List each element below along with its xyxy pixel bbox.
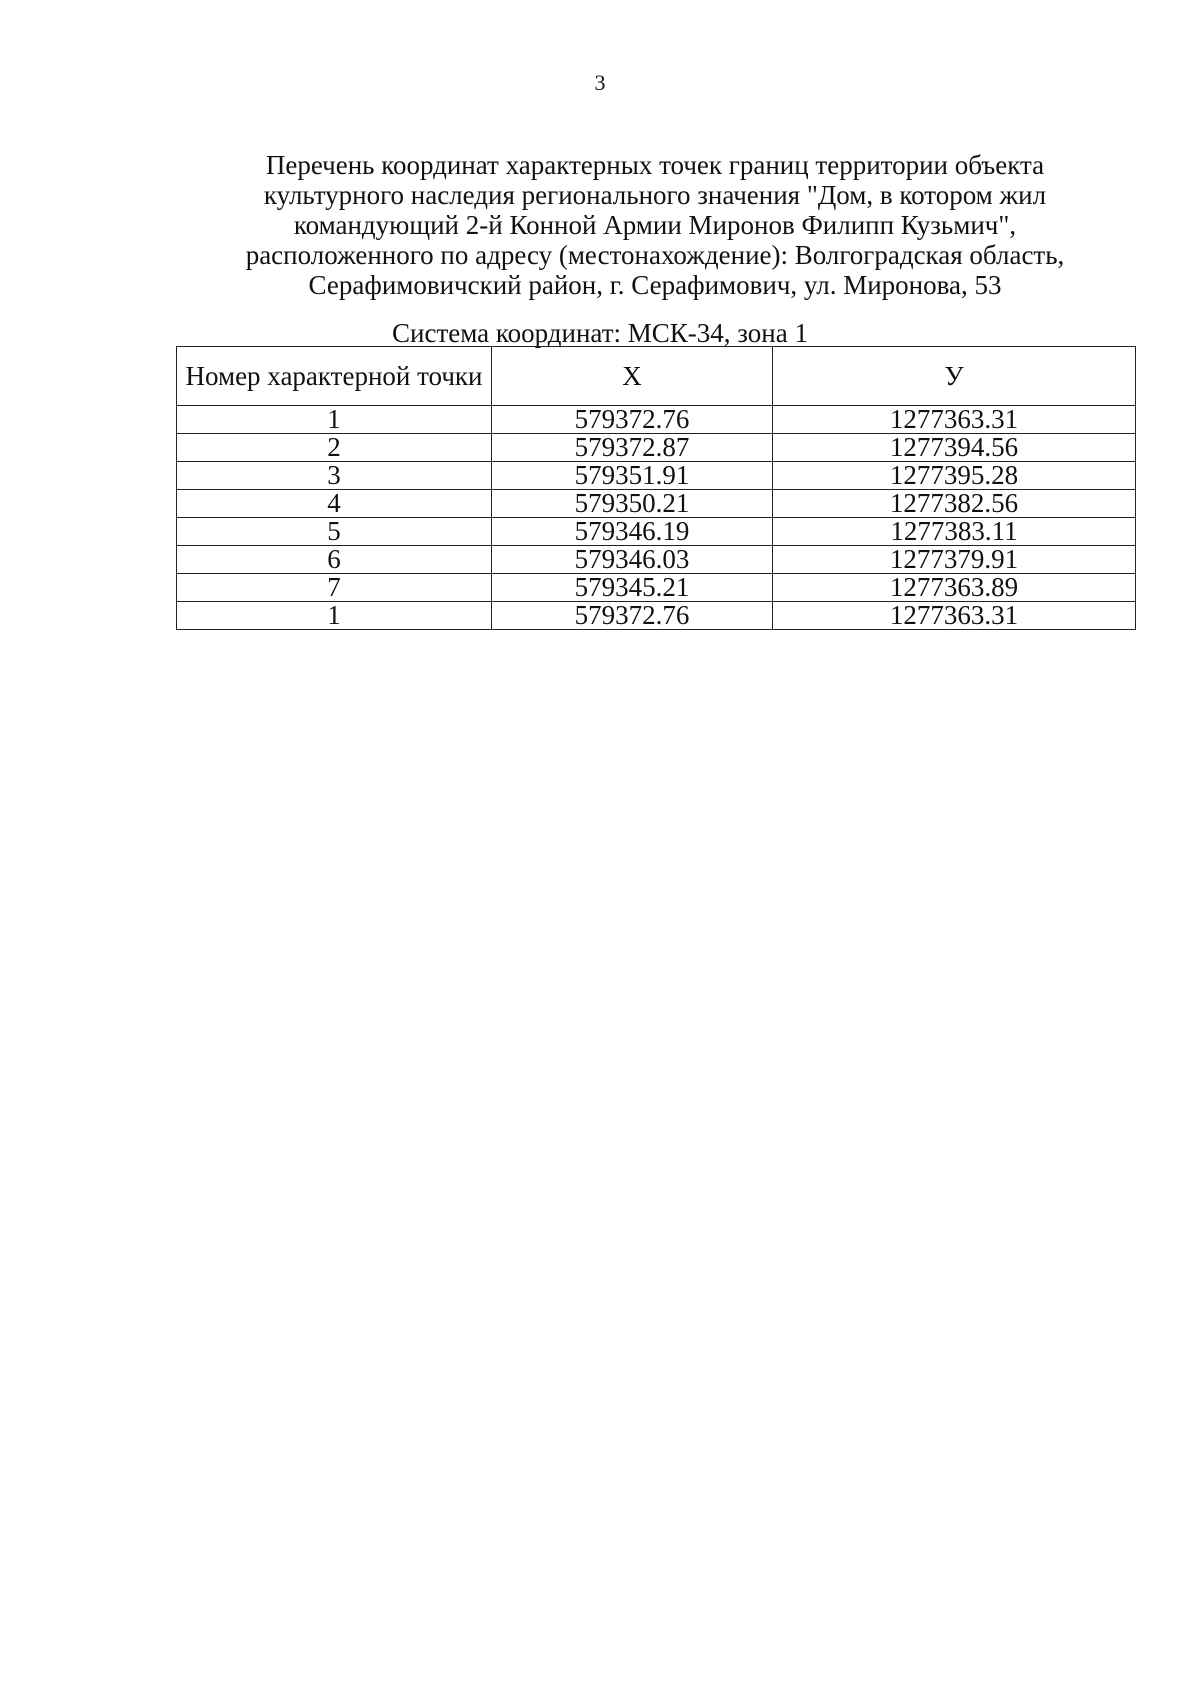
table-row (177, 574, 1136, 602)
header-y: У (773, 347, 1136, 406)
cell-y: 1277363.31 (773, 406, 1136, 434)
cell-y: 1277395.28 (773, 462, 1136, 490)
table-row (177, 434, 1136, 462)
cell-point-number: 1 (177, 406, 492, 434)
cell-point-number: 4 (177, 490, 492, 518)
table-row (177, 518, 1136, 546)
cell-y: 1277394.56 (773, 434, 1136, 462)
cell-point-number: 7 (177, 574, 492, 602)
cell-x: 579351.91 (492, 462, 773, 490)
cell-y: 1277363.89 (773, 574, 1136, 602)
header-x: X (492, 347, 773, 406)
cell-x: 579345.21 (492, 574, 773, 602)
coordinates-table (176, 346, 1136, 630)
cell-x: 579372.76 (492, 602, 773, 630)
header-point-number: Номер характерной точки (177, 347, 492, 406)
cell-y: 1277382.56 (773, 490, 1136, 518)
cell-x: 579346.19 (492, 518, 773, 546)
cell-point-number: 2 (177, 434, 492, 462)
title-line: Серафимовичский район, г. Серафимович, ул. Миронова, 53 (308, 270, 1002, 300)
cell-x: 579372.87 (492, 434, 773, 462)
table-header-row (177, 347, 1136, 406)
table-row (177, 490, 1136, 518)
document-title (175, 150, 1135, 300)
cell-x: 579346.03 (492, 546, 773, 574)
cell-point-number: 1 (177, 602, 492, 630)
page-number: 3 (594, 70, 606, 95)
table-row (177, 406, 1136, 434)
cell-point-number: 3 (177, 462, 492, 490)
cell-x: 579372.76 (492, 406, 773, 434)
cell-point-number: 5 (177, 518, 492, 546)
cell-y: 1277379.91 (773, 546, 1136, 574)
cell-x: 579350.21 (492, 490, 773, 518)
cell-y: 1277383.11 (773, 518, 1136, 546)
cell-point-number: 6 (177, 546, 492, 574)
title-line: культурного наследия регионального значения "Дом, в котором жил (263, 180, 1047, 210)
title-line: расположенного по адресу (местонахождение): Волгоградская область, (245, 240, 1065, 270)
title-line: Перечень координат характерных точек границ территории объекта (265, 150, 1045, 180)
cell-y: 1277363.31 (773, 602, 1136, 630)
table-row (177, 462, 1136, 490)
table-row (177, 602, 1136, 630)
title-line: командующий 2-й Конной Армии Миронов Филипп Кузьмич", (293, 210, 1017, 240)
table-row (177, 546, 1136, 574)
coordinate-system-caption: Система координат: МСК-34, зона 1 (392, 318, 808, 348)
